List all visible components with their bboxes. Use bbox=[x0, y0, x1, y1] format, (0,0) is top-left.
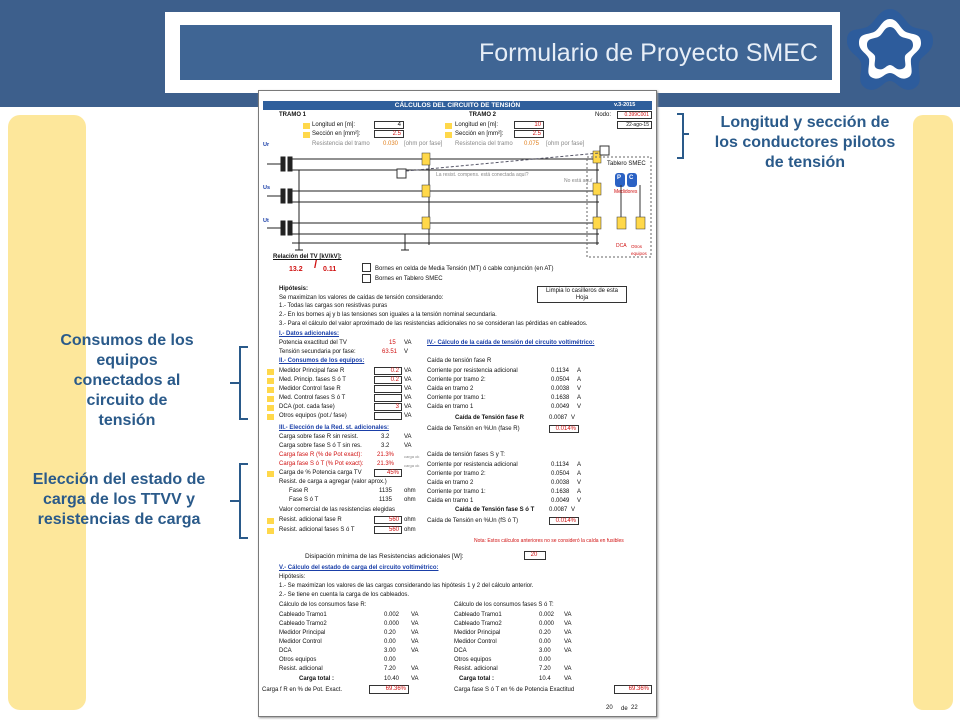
marker bbox=[267, 387, 274, 393]
no-esta-label: No está aquí bbox=[564, 178, 593, 184]
hip-3: 3.- Para el cálculo del valor aproximado de las resistencias adicionales no se consideran las pérdidas en cableados. bbox=[279, 321, 588, 327]
bornes-a-box bbox=[362, 263, 371, 272]
tension-label: Tensión secundaria por fase: bbox=[279, 349, 356, 355]
t1-seccion-input[interactable]: 2.5 bbox=[374, 130, 404, 138]
otros-equipos-label: Otros equipos bbox=[631, 244, 647, 256]
potencia-value: 15 bbox=[389, 340, 396, 346]
carga-pctR-label: Carga f R en % de Pot. Exact. bbox=[262, 687, 343, 693]
row-unit: V bbox=[577, 404, 582, 410]
bornes-a-label: Bornes en celda de Media Tensión (MT) ó cable conjunción (en AT) bbox=[375, 266, 554, 272]
row-label: Caída en tramo 2 bbox=[427, 480, 474, 486]
meter-c: C bbox=[629, 175, 634, 181]
row-label: Cableado Tramo1 bbox=[279, 612, 327, 618]
row-value: 0.00 bbox=[539, 657, 551, 663]
rel-tv-slash-icon: / bbox=[314, 259, 318, 271]
carga-pctST-value: 69.36% bbox=[614, 685, 652, 694]
carga-totalST-value: 10.4 bbox=[539, 676, 551, 682]
carga-totalR-unit: VA bbox=[411, 676, 419, 682]
row-value[interactable] bbox=[374, 394, 402, 402]
page-title: Formulario de Proyecto SMEC bbox=[478, 39, 818, 67]
marker bbox=[303, 123, 310, 129]
row-value: 0.1134 bbox=[551, 368, 569, 374]
row-unit: VA bbox=[404, 386, 412, 392]
t2-seccion-label: Sección en [mm²]: bbox=[455, 131, 504, 137]
row-value: 0.0049 bbox=[551, 498, 570, 504]
hip-1: 1.- Todas las cargas son resistivas puras bbox=[279, 303, 388, 309]
row-unit: VA bbox=[411, 621, 419, 627]
disipacion-value: 20 bbox=[524, 551, 546, 560]
row-unit: VA bbox=[411, 648, 419, 654]
row-unit: A bbox=[577, 377, 582, 383]
t1-resistencia-label: Resistencia del tramo bbox=[312, 141, 370, 147]
valor-comercial-label: Valor comercial de las resistencias elegidas bbox=[279, 507, 395, 513]
annotation-eleccion: Elección del estado de carga de los TTVV y resistencias de carga bbox=[32, 471, 206, 528]
dca-label: DCA bbox=[616, 243, 627, 249]
tablero-label: Tablero SMEC bbox=[607, 161, 646, 167]
cargaST-unit: VA bbox=[404, 443, 412, 449]
row-label: Medidor Principal fase R bbox=[279, 368, 345, 374]
row-value: 7.20 bbox=[539, 666, 551, 672]
row-label: Otros equipos (pot./ fase) bbox=[279, 413, 347, 419]
row-value: 0.0049 bbox=[551, 404, 570, 410]
hip-v-label: Hipótesis: bbox=[279, 574, 306, 580]
row-value: 0.1134 bbox=[551, 462, 569, 468]
caida-tension-value: 0.0087 bbox=[549, 415, 568, 421]
marker bbox=[445, 123, 452, 129]
row-unit: VA bbox=[564, 621, 572, 627]
row-label: DCA (pot. cada fase) bbox=[279, 404, 335, 410]
row-value: 0.20 bbox=[539, 630, 551, 636]
meter-p: P bbox=[617, 175, 622, 181]
nodo-label: Nodo: bbox=[595, 112, 612, 118]
sec4-title: IV.- Cálculo de la caída de tensión del circuito voltimétrico: bbox=[427, 340, 595, 346]
faseR-value: 1135 bbox=[379, 488, 392, 494]
caida-pctST-label: Caída de Tensión en %Un (fS ó T) bbox=[427, 518, 519, 524]
row-value: 0.0504 bbox=[551, 471, 570, 477]
row-label: DCA bbox=[279, 648, 292, 654]
phase-ut: Ut bbox=[263, 218, 269, 224]
t2-seccion-input[interactable]: 2.5 bbox=[514, 130, 544, 138]
marker bbox=[267, 414, 274, 420]
cargaST-pct: 21.3% bbox=[377, 461, 395, 467]
t1-resistencia-value: 0.030 bbox=[383, 141, 399, 147]
row-unit: A bbox=[577, 368, 582, 374]
doc-title-text: CÁLCULOS DEL CIRCUITO DE TENSIÓN bbox=[394, 102, 521, 109]
carga-totalST-label: Carga total : bbox=[459, 676, 495, 682]
faseR-label: Fase R bbox=[289, 488, 309, 494]
row-label: Otros equipos bbox=[279, 657, 317, 663]
page-de: de bbox=[621, 706, 628, 712]
resistR-input[interactable]: 560 bbox=[374, 516, 402, 524]
row-label: Resist. adicional bbox=[454, 666, 498, 672]
resistST-input[interactable]: 560 bbox=[374, 526, 402, 534]
rel-tv-primary: 13.2 bbox=[289, 266, 303, 273]
row-unit: VA bbox=[564, 612, 572, 618]
resist-agregar-label: Resist. de carga a agregar (valor aprox.) bbox=[279, 479, 387, 485]
marker bbox=[445, 132, 452, 138]
lamresist-label: La resist. compens. está conectada aquí? bbox=[436, 172, 529, 178]
tramo2-label: TRAMO 2 bbox=[469, 112, 496, 118]
row-unit: A bbox=[577, 489, 582, 495]
cargaST-flag: carga ok bbox=[404, 463, 420, 468]
row-label: Corriente por tramo 2: bbox=[427, 377, 486, 383]
row-label: Caída en tramo 2 bbox=[427, 386, 474, 392]
t1-longitud-input[interactable]: 4 bbox=[374, 121, 404, 129]
carga-pctST-label: Carga fase S ó T en % de Potencia Exactitud bbox=[454, 687, 575, 693]
faseR-unit: ohm bbox=[404, 488, 416, 494]
marker bbox=[267, 369, 274, 375]
row-label: Corriente por tramo 1: bbox=[427, 395, 486, 401]
row-value: 0.00 bbox=[384, 657, 396, 663]
doc-version: v.3-2015 bbox=[614, 102, 636, 108]
t1-ohm-unit: [ohm por fase] bbox=[404, 141, 443, 147]
tension-value: 63.51 bbox=[382, 349, 398, 355]
calcST-title: Cálculo de los consumos fases S ó T: bbox=[454, 602, 554, 608]
page-num: 20 bbox=[606, 705, 613, 711]
row-unit: VA bbox=[564, 630, 572, 636]
row-unit: VA bbox=[404, 395, 412, 401]
cargaR-pct-label: Carga fase R (% de Pot exact): bbox=[279, 452, 363, 458]
brace-top-right bbox=[675, 112, 691, 160]
row-label: Medidor Principal bbox=[454, 630, 501, 636]
row-value: 0.0504 bbox=[551, 377, 570, 383]
row-label: Medidor Control fase R bbox=[279, 386, 341, 392]
cargaR-pct: 21.3% bbox=[377, 452, 395, 458]
row-value: 0.00 bbox=[539, 639, 551, 645]
faseST-value: 1135 bbox=[379, 497, 392, 503]
t2-resistencia-value: 0.075 bbox=[524, 141, 540, 147]
row-label: Medidor Control bbox=[279, 639, 322, 645]
row-label: Caída en tramo 1 bbox=[427, 498, 474, 504]
row-value: 0.00 bbox=[384, 639, 396, 645]
medidores-label: Medidores bbox=[614, 189, 638, 195]
annotation-consumos: Consumos de los equipos conectados al circuito de tensión bbox=[60, 332, 194, 429]
marker bbox=[267, 396, 274, 402]
row-value[interactable] bbox=[374, 412, 402, 420]
cargaST-label: Carga sobre fase S ó T sin res. bbox=[279, 443, 362, 449]
row-label: Resist. adicional bbox=[279, 666, 323, 672]
row-unit: A bbox=[577, 462, 582, 468]
row-unit: VA bbox=[404, 413, 412, 419]
polarizar-input[interactable]: 45% bbox=[374, 469, 402, 477]
row-label: Corriente por resistencia adicional bbox=[427, 462, 518, 468]
t1-seccion-label: Sección en [mm²]: bbox=[312, 131, 361, 137]
calc-document bbox=[258, 90, 657, 717]
row-unit: VA bbox=[404, 404, 412, 410]
row-label: Corriente por resistencia adicional bbox=[427, 368, 518, 374]
row-value: 0.0038 bbox=[551, 480, 570, 486]
cargaR-label: Carga sobre fase R sin resist. bbox=[279, 434, 359, 440]
row-value: 0.000 bbox=[539, 621, 555, 627]
nota-text: Nota: Estos cálculos anteriores no se consideró la caída en fusibles bbox=[474, 538, 624, 544]
row-value: 3.00 bbox=[384, 648, 396, 654]
smec-logo-icon bbox=[845, 5, 935, 93]
row-unit: VA bbox=[564, 639, 572, 645]
row-unit: V bbox=[577, 480, 582, 486]
bornes-b-label: Bornes en Tablero SMEC bbox=[375, 276, 443, 282]
row-label: Caída en tramo 1 bbox=[427, 404, 474, 410]
bornes-b-box bbox=[362, 274, 371, 283]
caidaR-title: Caída de tensión fase R bbox=[427, 358, 492, 364]
cargaR-unit: VA bbox=[404, 434, 412, 440]
row-value[interactable]: 0.2 bbox=[374, 367, 402, 375]
sec1-title: I.- Datos adicionales: bbox=[279, 331, 340, 337]
carga-totalST-unit: VA bbox=[564, 676, 572, 682]
row-unit: A bbox=[577, 471, 582, 477]
row-value[interactable] bbox=[374, 385, 402, 393]
potencia-label: Potencia exactitud del TV bbox=[279, 340, 347, 346]
row-unit: VA bbox=[564, 648, 572, 654]
row-value: 3.00 bbox=[539, 648, 551, 654]
row-unit: VA bbox=[411, 612, 419, 618]
t2-longitud-label: Longitud en [m]: bbox=[455, 122, 499, 128]
disipacion-label: Disipación mínima de las Resistencias adicionales [W]: bbox=[305, 553, 464, 560]
row-label: Corriente por tramo 2: bbox=[427, 471, 486, 477]
rel-tv-secondary: 0.11 bbox=[323, 266, 337, 273]
caida-pct-label: Caída de Tensión en %Un (fase R) bbox=[427, 426, 520, 432]
date-value[interactable]: 22-ago-15 bbox=[617, 121, 652, 129]
row-value: 0.002 bbox=[539, 612, 555, 618]
row-value: 0.0038 bbox=[551, 386, 570, 392]
cargaST-pct-label: Carga fase S ó T (% Pot exact): bbox=[279, 461, 364, 467]
row-label: Med. Princip. fases S ó T bbox=[279, 377, 346, 383]
resistR-label: Resist. adicional fase R bbox=[279, 517, 342, 523]
faseST-unit: ohm bbox=[404, 497, 416, 503]
row-unit: V bbox=[577, 498, 582, 504]
marker bbox=[267, 471, 274, 477]
annotation-longitud: Longitud y sección de los conductores pilotos de tensión bbox=[714, 114, 896, 171]
t2-resistencia-label: Resistencia del tramo bbox=[455, 141, 513, 147]
caida-tension-unit: V bbox=[571, 415, 576, 421]
tramo1-label: TRAMO 1 bbox=[279, 112, 306, 118]
title-bar bbox=[180, 25, 832, 80]
caida-pct-value: 0.014% bbox=[549, 425, 579, 433]
circuit-diagram bbox=[259, 145, 656, 263]
calcR-title: Cálculo de los consumos fase R: bbox=[279, 602, 367, 608]
phase-us: Us bbox=[263, 185, 271, 191]
caida-tensionST-label: Caída de Tensión fase S ó T bbox=[455, 507, 535, 513]
limpia-button[interactable]: Limpia lo casilleros de esta Hoja bbox=[537, 286, 627, 303]
row-unit: VA bbox=[411, 639, 419, 645]
hipotesis-label: Hipótesis: bbox=[279, 286, 309, 292]
row-unit: VA bbox=[564, 666, 572, 672]
cargaR-flag: carga ok bbox=[404, 454, 420, 459]
t2-longitud-input[interactable]: 10 bbox=[514, 121, 544, 129]
row-label: Cableado Tramo1 bbox=[454, 612, 502, 618]
row-label: Cableado Tramo2 bbox=[279, 621, 327, 627]
polarizar-label: Carga de % Potencia carga TV bbox=[279, 470, 362, 476]
marker bbox=[303, 132, 310, 138]
carga-totalR-value: 10.40 bbox=[384, 676, 400, 682]
carga-totalR-label: Carga total : bbox=[299, 676, 335, 682]
row-unit: A bbox=[577, 395, 582, 401]
row-unit: VA bbox=[411, 666, 419, 672]
row-unit: V bbox=[577, 386, 582, 392]
sec5-title: V.- Cálculo del estado de carga del circuito voltimétrico: bbox=[279, 565, 439, 571]
cargaST-value: 3.2 bbox=[381, 443, 390, 449]
row-value: 0.1638 bbox=[551, 489, 570, 495]
row-label: Otros equipos bbox=[454, 657, 492, 663]
cargaR-value: 3.2 bbox=[381, 434, 390, 440]
caidaST-title: Caída de tensión fases S y T: bbox=[427, 452, 505, 458]
row-value: 7.20 bbox=[384, 666, 396, 672]
carga-pctR-value: 69.36% bbox=[369, 685, 409, 694]
resistST-label: Resist. adicional fases S ó T bbox=[279, 527, 355, 533]
phase-ur: Ur bbox=[263, 142, 270, 148]
marker bbox=[267, 518, 274, 524]
row-value: 0.1638 bbox=[551, 395, 570, 401]
marker bbox=[267, 405, 274, 411]
caida-tension-label: Caída de Tensión fase R bbox=[455, 415, 524, 421]
hip-v2: 2.- Se tiene en cuenta la carga de los cableados. bbox=[279, 592, 410, 598]
row-label: DCA bbox=[454, 648, 467, 654]
brace-consumos bbox=[228, 345, 250, 421]
caida-tensionST-unit: V bbox=[571, 507, 576, 513]
nodo-value[interactable]: 0.399C001 bbox=[617, 111, 652, 119]
t2-ohm-unit: [ohm por fase] bbox=[546, 141, 585, 147]
resistR-unit: ohm bbox=[404, 517, 416, 523]
faseST-label: Fase S ó T bbox=[289, 497, 319, 503]
sec3-title: III.- Elección de la Red. st. adicionales: bbox=[279, 425, 390, 431]
marker bbox=[267, 528, 274, 534]
row-unit: VA bbox=[411, 630, 419, 636]
doc-title bbox=[263, 101, 652, 110]
potencia-unit: VA bbox=[404, 340, 412, 346]
row-label: Medidor Principal bbox=[279, 630, 326, 636]
row-label: Corriente por tramo 1: bbox=[427, 489, 486, 495]
row-value[interactable]: 0.2 bbox=[374, 376, 402, 384]
row-unit: VA bbox=[404, 368, 412, 374]
caida-tensionST-value: 0.0087 bbox=[549, 507, 568, 513]
marker bbox=[267, 378, 274, 384]
row-unit: VA bbox=[404, 377, 412, 383]
right-side-panel bbox=[913, 115, 953, 710]
row-value[interactable]: 3 bbox=[374, 403, 402, 411]
row-label: Medidor Control bbox=[454, 639, 497, 645]
hip-2: 2.- En los bornes aj y b las tensiones son iguales a la tensión nominal secundaria. bbox=[279, 312, 497, 318]
hip-v1: 1.- Se maximizan los valores de las cargas considerando las hipótesis 1 y 2 del cálculo anterior. bbox=[279, 583, 534, 589]
row-label: Med. Control fases S ó T bbox=[279, 395, 346, 401]
resistST-unit: ohm bbox=[404, 527, 416, 533]
brace-eleccion bbox=[228, 462, 250, 540]
tension-unit: V bbox=[404, 349, 409, 355]
rel-tv-label: Relación del TV [kV/kV]: bbox=[273, 254, 342, 260]
page-total: 22 bbox=[631, 705, 638, 711]
row-value: 0.002 bbox=[384, 612, 400, 618]
row-value: 0.20 bbox=[384, 630, 396, 636]
sec2-title: II.- Consumos de los equipos: bbox=[279, 358, 365, 364]
t1-longitud-label: Longitud en [m]: bbox=[312, 122, 356, 128]
row-label: Cableado Tramo2 bbox=[454, 621, 502, 627]
row-value: 0.000 bbox=[384, 621, 400, 627]
hip-intro: Se maximizan los valores de caídas de tensión considerando: bbox=[279, 295, 444, 301]
caida-pctST-value: 0.014% bbox=[549, 517, 579, 525]
